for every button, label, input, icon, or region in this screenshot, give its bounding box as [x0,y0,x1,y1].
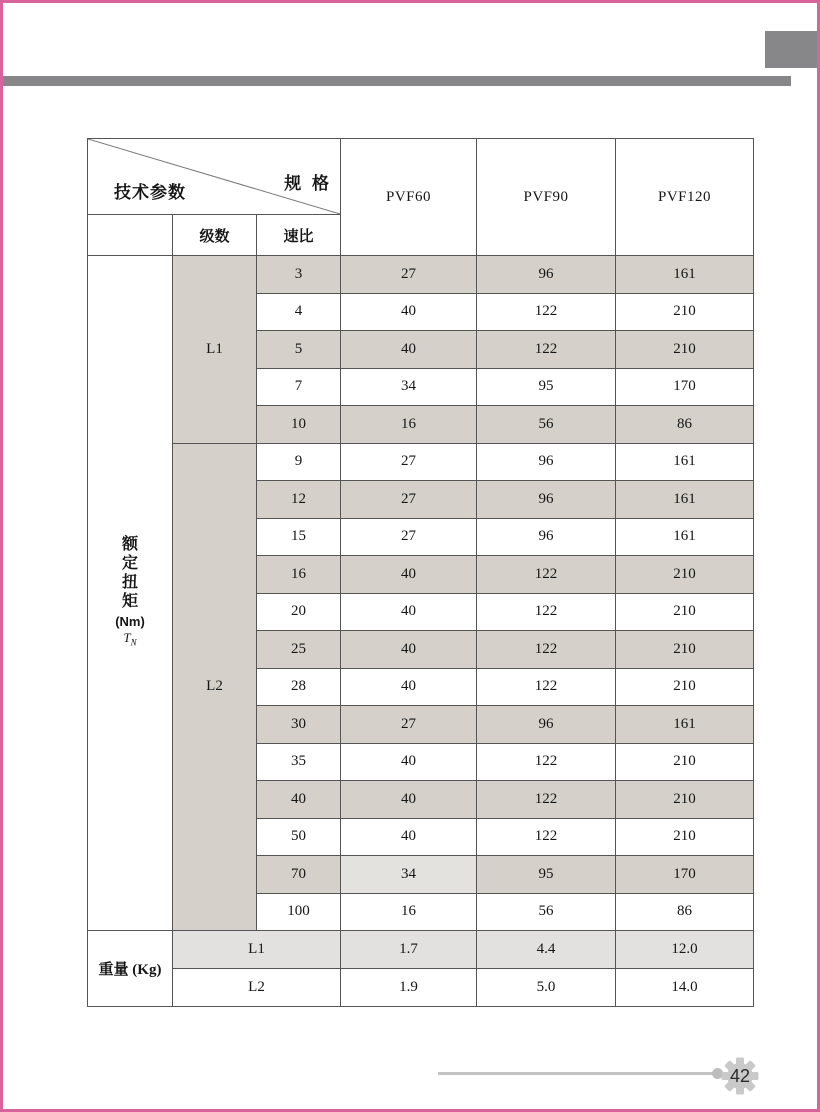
ratio-cell: 12 [257,481,341,519]
group-l2-cell: L2 [173,443,257,931]
value-cell: 40 [341,818,477,856]
value-cell: 122 [477,331,616,369]
column-header-pvf60: PVF60 [341,139,477,256]
value-cell: 86 [616,406,754,444]
ratio-cell: 4 [257,293,341,331]
value-cell: 210 [616,743,754,781]
value-cell: 40 [341,331,477,369]
ratio-cell: 20 [257,593,341,631]
value-cell: 34 [341,368,477,406]
value-cell: 122 [477,556,616,594]
value-cell: 122 [477,818,616,856]
value-cell: 40 [341,631,477,669]
ratio-cell: 50 [257,818,341,856]
ratio-cell: 25 [257,631,341,669]
column-header-pvf90: PVF90 [477,139,616,256]
ratio-cell: 70 [257,856,341,894]
value-cell: 161 [616,518,754,556]
value-cell: 96 [477,443,616,481]
value-cell: 122 [477,781,616,819]
value-cell: 122 [477,293,616,331]
value-cell: 210 [616,668,754,706]
value-cell: 27 [341,706,477,744]
value-cell: 96 [477,518,616,556]
value-cell: 122 [477,593,616,631]
value-cell: 122 [477,631,616,669]
value-cell: 122 [477,743,616,781]
ratio-cell: 3 [257,256,341,294]
value-cell: 95 [477,368,616,406]
ratio-cell: 10 [257,406,341,444]
value-cell: 161 [616,443,754,481]
value-cell: 16 [341,406,477,444]
spec-table [87,138,754,1007]
ratio-cell: 5 [257,331,341,369]
value-cell: 210 [616,781,754,819]
footer-line [438,1072,714,1075]
value-cell: 161 [616,706,754,744]
ratio-cell: 30 [257,706,341,744]
value-cell: 4.4 [477,931,616,969]
value-cell: 34 [341,856,477,894]
ratio-cell: 28 [257,668,341,706]
ratio-cell: 15 [257,518,341,556]
weight-label: 重量 (Kg) [88,931,173,1007]
ratio-header: 速比 [257,215,341,256]
value-cell: 40 [341,293,477,331]
group-l1-cell: L1 [173,256,257,444]
top-gray-bar [0,76,791,86]
value-cell: 56 [477,893,616,931]
value-cell: 210 [616,331,754,369]
value-cell: 27 [341,518,477,556]
value-cell: 210 [616,593,754,631]
ratio-cell: 100 [257,893,341,931]
value-cell: 122 [477,668,616,706]
ratio-cell: 35 [257,743,341,781]
page-number: 42 [729,1065,751,1086]
diagonal-header-cell [88,139,341,215]
value-cell: 161 [616,256,754,294]
top-right-gray-square [765,31,817,68]
value-cell: 96 [477,706,616,744]
value-cell: 27 [341,256,477,294]
value-cell: 40 [341,556,477,594]
value-cell: 210 [616,556,754,594]
value-cell: 95 [477,856,616,894]
value-cell: 210 [616,631,754,669]
value-cell: 86 [616,893,754,931]
ratio-cell: 16 [257,556,341,594]
ratio-cell: 7 [257,368,341,406]
value-cell: 40 [341,668,477,706]
value-cell: 40 [341,593,477,631]
value-cell: 56 [477,406,616,444]
value-cell: 14.0 [616,969,754,1007]
stages-header: 级数 [173,215,257,256]
column-header-pvf120: PVF120 [616,139,754,256]
value-cell: 161 [616,481,754,519]
value-cell: 96 [477,481,616,519]
torque-row-label: 额 定 扭 矩 (Nm) $T_N$ [88,256,173,931]
value-cell: 12.0 [616,931,754,969]
weight-grade-cell: L1 [173,931,341,969]
weight-grade-cell: L2 [173,969,341,1007]
value-cell: 5.0 [477,969,616,1007]
value-cell: 27 [341,443,477,481]
value-cell: 170 [616,856,754,894]
value-cell: 1.9 [341,969,477,1007]
empty-header-cell [88,215,173,256]
value-cell: 170 [616,368,754,406]
ratio-cell: 9 [257,443,341,481]
value-cell: 210 [616,818,754,856]
value-cell: 40 [341,743,477,781]
ratio-cell: 40 [257,781,341,819]
value-cell: 210 [616,293,754,331]
tech-params-corner-label: 技术参数 [114,183,186,202]
value-cell: 40 [341,781,477,819]
spec-corner-label: 规 格 [284,174,333,193]
value-cell: 27 [341,481,477,519]
value-cell: 1.7 [341,931,477,969]
value-cell: 16 [341,893,477,931]
value-cell: 96 [477,256,616,294]
